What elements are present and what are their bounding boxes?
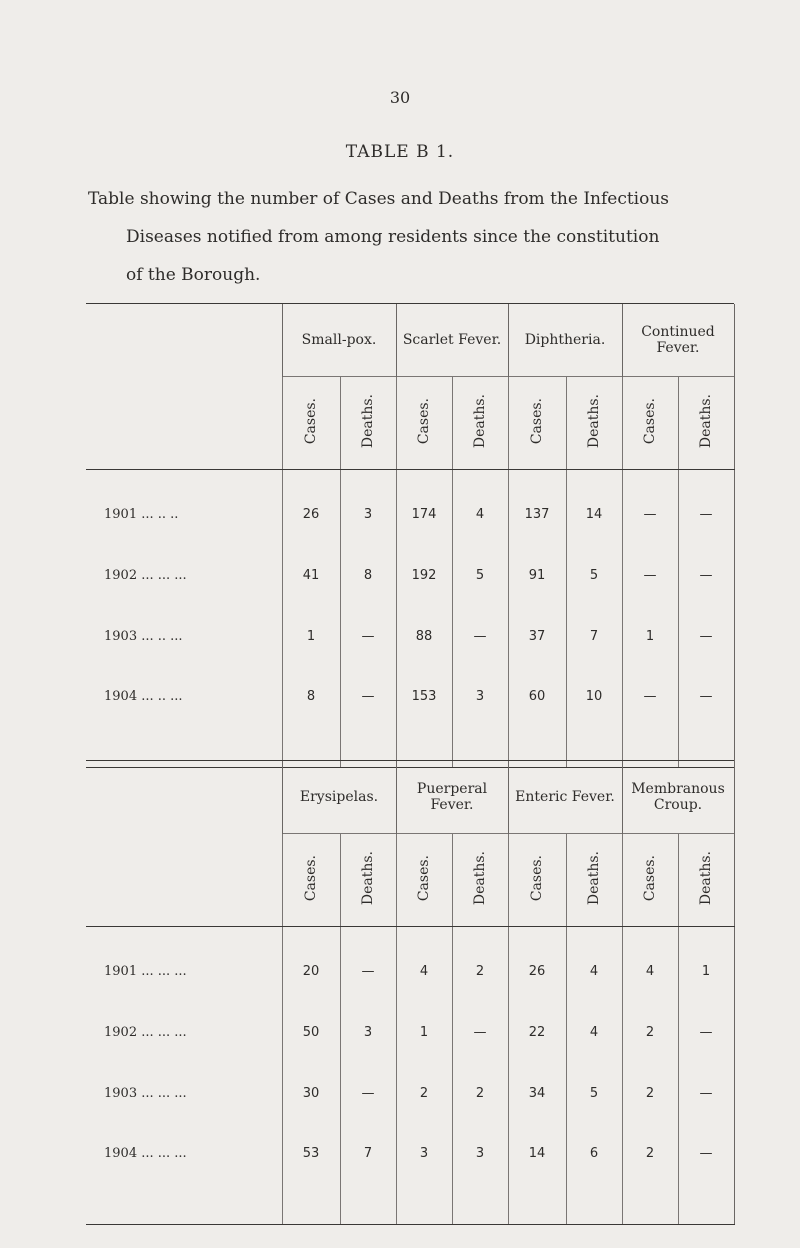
value-cell: 26 (508, 927, 566, 1003)
year-label: 1904 ... .. ... (86, 667, 282, 768)
sub-header-deaths: Deaths. (360, 393, 376, 449)
value-cell: 2 (452, 1063, 508, 1124)
table-corner-cell (86, 304, 282, 470)
value-cell: 5 (452, 545, 508, 606)
value-cell: — (678, 667, 734, 768)
value-cell: 53 (282, 1124, 340, 1225)
value-cell: 7 (566, 606, 622, 667)
table-corner-cell (86, 761, 282, 927)
table-row (86, 545, 734, 606)
table-caption (88, 180, 748, 294)
value-cell: 153 (396, 667, 452, 768)
value-cell: 3 (340, 1002, 396, 1063)
value-cell: 3 (396, 1124, 452, 1225)
value-cell: — (622, 545, 678, 606)
value-cell: 34 (508, 1063, 566, 1124)
value-cell: 88 (396, 606, 452, 667)
sub-header-deaths: Deaths. (698, 850, 714, 906)
value-cell: 1 (678, 927, 734, 1003)
value-cell: 2 (452, 927, 508, 1003)
sub-header-cases: Cases. (642, 397, 658, 445)
value-cell: — (622, 667, 678, 768)
value-cell: — (678, 545, 734, 606)
value-cell: 3 (452, 1124, 508, 1225)
value-cell: — (340, 606, 396, 667)
value-cell: — (340, 927, 396, 1003)
value-cell: 137 (508, 470, 566, 546)
page-number: 30 (389, 88, 411, 107)
value-cell: 1 (396, 1002, 452, 1063)
group-header: Enteric Fever. (508, 761, 622, 834)
value-cell: 22 (508, 1002, 566, 1063)
table-row (86, 1002, 734, 1063)
value-cell: 2 (622, 1063, 678, 1124)
value-cell: 14 (508, 1124, 566, 1225)
sub-header-deaths: Deaths. (586, 393, 602, 449)
year-label: 1901 ... .. .. (104, 507, 179, 522)
value-cell: 1 (282, 606, 340, 667)
sub-header-cases: Cases. (303, 854, 319, 902)
table-row (86, 1124, 734, 1225)
group-header: Small-pox. (282, 304, 396, 377)
value-cell: 91 (508, 545, 566, 606)
year-label: 1903 ... .. ... (104, 629, 183, 644)
table-row (86, 470, 734, 546)
value-cell: 1 (622, 606, 678, 667)
caption-line-3: of the Borough. (126, 265, 261, 285)
value-cell: 4 (622, 927, 678, 1003)
year-label: 1903 ... ... ... (104, 1086, 187, 1101)
value-cell: 4 (396, 927, 452, 1003)
value-cell: 2 (622, 1124, 678, 1225)
value-cell: 60 (508, 667, 566, 768)
caption-line-1: Table showing the number of Cases and Deaths from the Infectious (88, 189, 670, 209)
table-row (86, 927, 734, 1003)
value-cell: — (678, 1002, 734, 1063)
group-header: Erysipelas. (282, 761, 396, 834)
sub-header-deaths: Deaths. (360, 850, 376, 906)
group-header: Membranous Croup. (622, 761, 734, 834)
value-cell: 41 (282, 545, 340, 606)
value-cell: 4 (452, 470, 508, 546)
caption-line-2: Diseases notified from among residents since the constitution (126, 227, 660, 247)
value-cell: 6 (566, 1124, 622, 1225)
value-cell: 192 (396, 545, 452, 606)
group-header: Diphtheria. (508, 304, 622, 377)
value-cell: 4 (566, 1002, 622, 1063)
value-cell: — (678, 470, 734, 546)
sub-header-deaths: Deaths. (472, 850, 488, 906)
value-cell: — (678, 606, 734, 667)
year-label: 1902 ... ... ... (104, 568, 187, 583)
value-cell: 20 (282, 927, 340, 1003)
value-cell: 37 (508, 606, 566, 667)
sub-header-cases: Cases. (529, 854, 545, 902)
year-label: 1904 ... ... ... (86, 1124, 282, 1225)
value-cell: 8 (282, 667, 340, 768)
table-row (86, 606, 734, 667)
group-header: Continued Fever. (622, 304, 734, 377)
value-cell: — (340, 1063, 396, 1124)
table-row (86, 1063, 734, 1124)
sub-header-deaths: Deaths. (698, 393, 714, 449)
value-cell: — (678, 1063, 734, 1124)
value-cell: 30 (282, 1063, 340, 1124)
value-cell: 26 (282, 470, 340, 546)
table-title: TABLE B 1. (345, 142, 455, 162)
value-cell: 5 (566, 1063, 622, 1124)
value-cell: 3 (340, 470, 396, 546)
sub-header-deaths: Deaths. (586, 850, 602, 906)
value-cell: 5 (566, 545, 622, 606)
value-cell: 2 (396, 1063, 452, 1124)
value-cell: — (452, 606, 508, 667)
value-cell: — (340, 667, 396, 768)
infectious-diseases-table-1 (86, 303, 735, 768)
infectious-diseases-table-2 (86, 760, 735, 1225)
sub-header-cases: Cases. (529, 397, 545, 445)
value-cell: 4 (566, 927, 622, 1003)
sub-header-cases: Cases. (642, 854, 658, 902)
value-cell: 50 (282, 1002, 340, 1063)
sub-header-cases: Cases. (416, 397, 432, 445)
sub-header-deaths: Deaths. (472, 393, 488, 449)
table-row (86, 667, 734, 768)
sub-header-cases: Cases. (303, 397, 319, 445)
value-cell: 2 (622, 1002, 678, 1063)
value-cell: — (452, 1002, 508, 1063)
group-header: Scarlet Fever. (396, 304, 508, 377)
value-cell: — (678, 1124, 734, 1225)
group-header: Puerperal Fever. (396, 761, 508, 834)
value-cell: 10 (566, 667, 622, 768)
value-cell: 14 (566, 470, 622, 546)
value-cell: 7 (340, 1124, 396, 1225)
year-label: 1902 ... ... ... (104, 1025, 187, 1040)
year-label: 1901 ... ... ... (104, 964, 187, 979)
value-cell: 3 (452, 667, 508, 768)
sub-header-cases: Cases. (416, 854, 432, 902)
value-cell: — (622, 470, 678, 546)
value-cell: 174 (396, 470, 452, 546)
value-cell: 8 (340, 545, 396, 606)
